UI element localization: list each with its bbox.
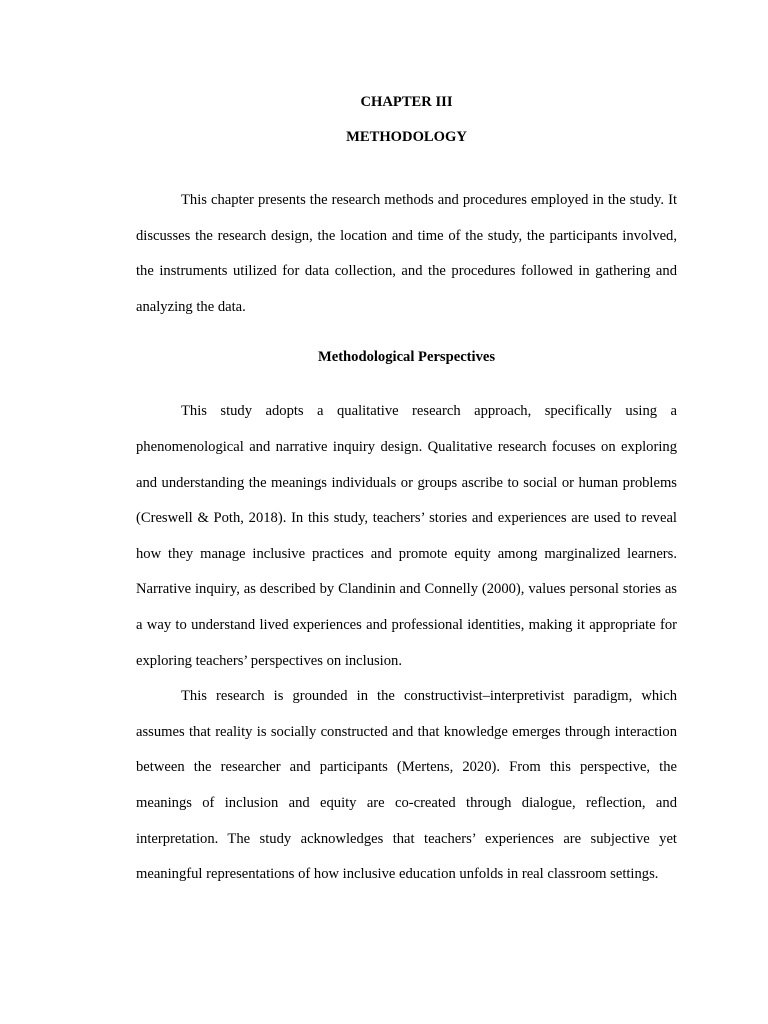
section-heading: Methodological Perspectives — [317, 349, 496, 366]
body-paragraph: This study adopts a qualitative research approach, specifically using a phenomenological and narrative inquiry design. Qualitative research focuses on exploring and understanding the meanings individuals or groups ascribe to social or human problems (Creswell & Poth, 2018). In this study, teachers’ stories and experiences are used to reveal how they manage inclusive practices and promote equity among marginalized learners. Narrative inquiry, as described by Clandinin and Connelly (2000), values personal stories as a way to understand lived experiences and professional identities, making it appropriate for exploring teachers’ perspectives on inclusion. — [136, 403, 677, 669]
chapter-title: METHODOLOGY — [346, 129, 467, 145]
intro-paragraph: This chapter presents the research methods and procedures employed in the study. It discusses the research design, the location and time of the study, the participants involved, the instruments utilized for data collection, and the procedures followed in gathering and analyzing the data. — [136, 192, 677, 315]
body-paragraph: This research is grounded in the constructivist–interpretivist paradigm, which assumes that reality is socially constructed and that knowledge emerges through interaction between the researcher and participants (Mertens, 2020). From this perspective, the meanings of inclusion and equity are co-created through dialogue, reflection, and interpretation. The study acknowledges that teachers’ experiences are subjective yet meaningful representations of how inclusive education unfolds in real classroom settings. — [136, 688, 677, 883]
chapter-label: CHAPTER III — [360, 94, 453, 110]
page-content — [136, 92, 677, 893]
